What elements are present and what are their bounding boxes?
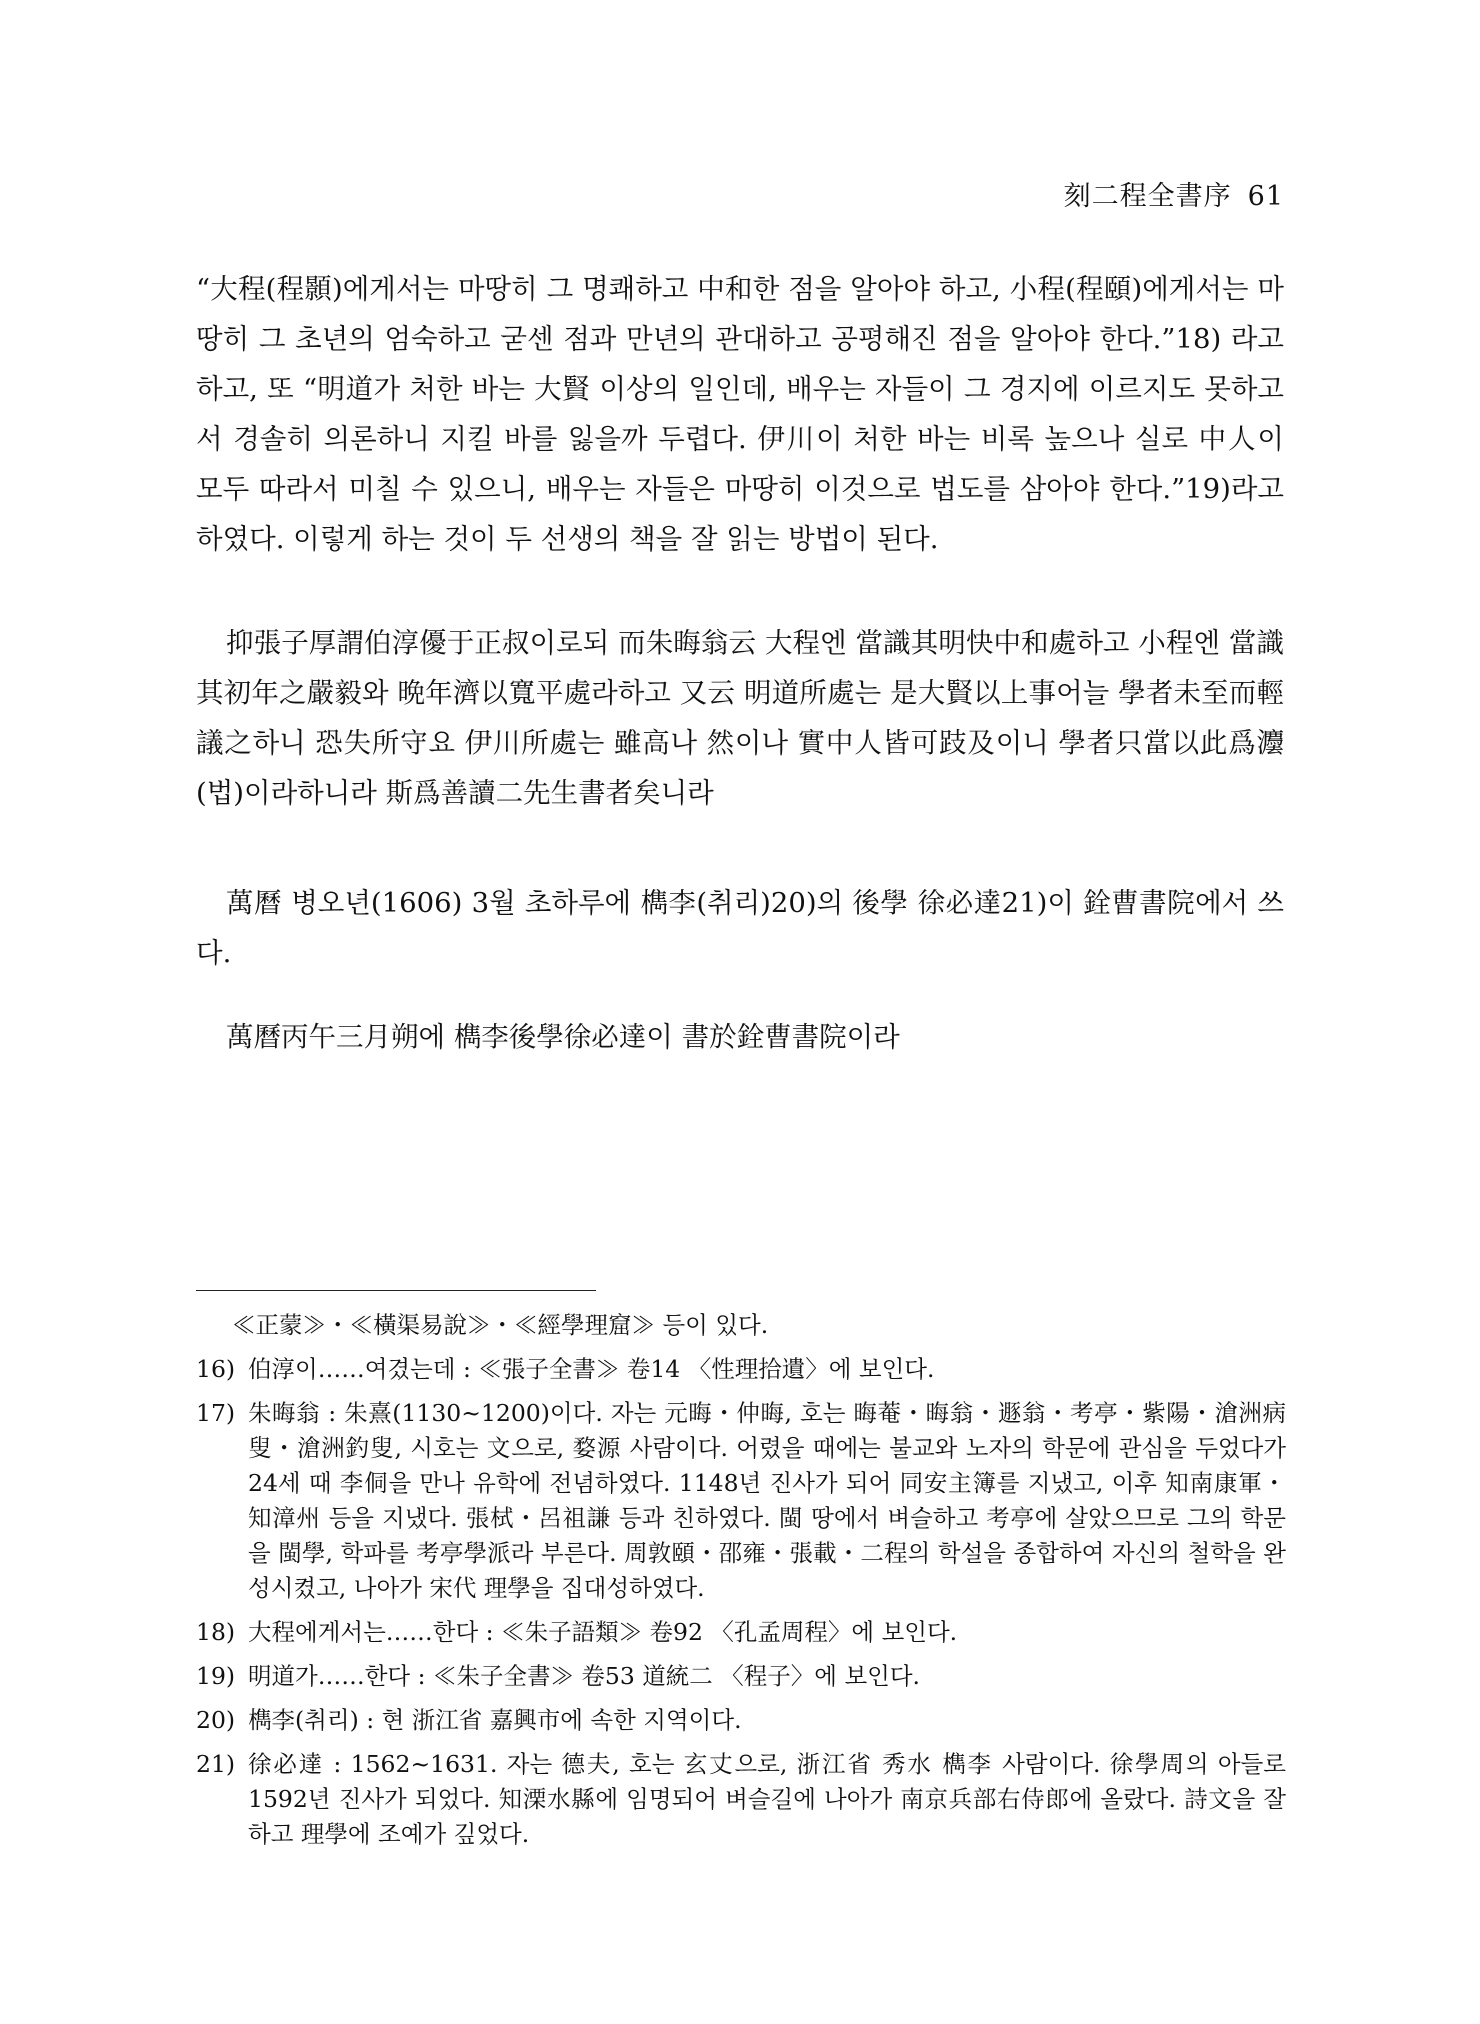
footnote-16 xyxy=(196,1352,1286,1387)
original-text-1: 抑張子厚謂伯淳優于正叔이로되 而朱晦翁云 大程엔 當識其明快中和處하고 小程엔 當識其初年之嚴毅와 晩年濟以寬平處라하고 又云 明道所處는 是大賢以上事어늘 學者未至而輕議之하니 恐失所守요 伊川所處는 雖高나 然이나 實中人皆可跂及이니 學者只當以此爲灋(법)이라하니라 斯爲善讀二先生書者矣니라 xyxy=(196,627,1284,809)
translation-paragraph-1 xyxy=(196,264,1284,564)
footnote-17 xyxy=(196,1396,1286,1606)
translation-paragraph-2 xyxy=(196,878,1284,978)
translation-text-1: “大程(程顥)에게서는 마땅히 그 명쾌하고 中和한 점을 알아야 하고, 小程(程頤)에게서는 마땅히 그 초년의 엄숙하고 굳센 점과 만년의 관대하고 공평해진 점을 알아야 한다.”18) 라고 하고, 또 “明道가 처한 바는 大賢 이상의 일인데, 배우는 자들이 그 경지에 이르지도 못하고서 경솔히 의론하니 지킬 바를 잃을까 두렵다. 伊川이 처한 바는 비록 높으나 실로 中人이 모두 따라서 미칠 수 있으니, 배우는 자들은 마땅히 이것으로 법도를 삼아야 한다.”19)라고 하였다. 이렇게 하는 것이 두 선생의 책을 잘 읽는 방법이 된다. xyxy=(196,273,1284,555)
footnote-text: 明道가……한다 : ≪朱子全書≫ 卷53 道統二 〈程子〉에 보인다. xyxy=(248,1662,921,1690)
footnote-number: 18) xyxy=(196,1618,236,1646)
original-paragraph-1 xyxy=(196,618,1284,818)
footnotes xyxy=(196,1308,1286,1861)
footnote-text: 大程에게서는……한다 : ≪朱子語類≫ 卷92 〈孔孟周程〉에 보인다. xyxy=(248,1618,958,1646)
footnote-19 xyxy=(196,1659,1286,1694)
footnote-text: 檇李(취리) : 현 浙江省 嘉興市에 속한 지역이다. xyxy=(248,1706,742,1734)
footnote-text: ≪正蒙≫・≪橫渠易說≫・≪經學理窟≫ 등이 있다. xyxy=(232,1311,769,1339)
footnote-separator xyxy=(196,1290,596,1291)
chapter-title: 刻二程全書序 xyxy=(1063,181,1232,212)
footnote-text: 徐必達 : 1562~1631. 자는 德夫, 호는 玄丈으로, 浙江省 秀水 檇李 사람이다. 徐學周의 아들로 1592년 진사가 되었다. 知溧水縣에 임명되어 벼슬길에 나아가 南京兵部右侍郎에 올랐다. 詩文을 잘하고 理學에 조예가 깊었다. xyxy=(248,1750,1286,1848)
footnote-number: 16) xyxy=(196,1355,236,1383)
footnote-number: 19) xyxy=(196,1662,236,1690)
footnote-number: 17) xyxy=(196,1399,236,1427)
footnote-number: 20) xyxy=(196,1706,236,1734)
original-paragraph-2 xyxy=(196,1012,1284,1062)
footnote-21 xyxy=(196,1747,1286,1852)
footnote-number: 21) xyxy=(196,1750,236,1778)
footnote-text: 朱晦翁 : 朱熹(1130~1200)이다. 자는 元晦・仲晦, 호는 晦菴・晦翁・遯翁・考亭・紫陽・滄洲病叟・滄洲釣叟, 시호는 文으로, 婺源 사람이다. 어렸을 때에는 불교와 노자의 학문에 관심을 두었다가 24세 때 李侗을 만나 유학에 전념하였다. 1148년 진사가 되어 同安主簿를 지냈고, 이후 知南康軍・知漳州 등을 지냈다. 張栻・呂祖謙 등과 친하였다. 閩 땅에서 벼슬하고 考亭에 살았으므로 그의 학문을 閩學, 학파를 考亭學派라 부른다. 周敦頤・邵雍・張載・二程의 학설을 종합하여 자신의 철학을 완성시켰고, 나아가 宋代 理學을 집대성하였다. xyxy=(248,1399,1286,1602)
footnote-18 xyxy=(196,1615,1286,1650)
footnote-20 xyxy=(196,1703,1286,1738)
original-text-2: 萬曆丙午三月朔에 檇李後學徐必達이 書於銓曹書院이라 xyxy=(226,1021,900,1053)
footnote-continued xyxy=(196,1308,1286,1343)
translation-text-2: 萬曆 병오년(1606) 3월 초하루에 檇李(취리)20)의 後學 徐必達21)이 銓曹書院에서 쓰다. xyxy=(196,887,1284,969)
page-number: 61 xyxy=(1247,181,1284,212)
running-head xyxy=(1064,174,1284,213)
footnote-text: 伯淳이……여겼는데 : ≪張子全書≫ 卷14 〈性理拾遺〉에 보인다. xyxy=(248,1355,935,1383)
